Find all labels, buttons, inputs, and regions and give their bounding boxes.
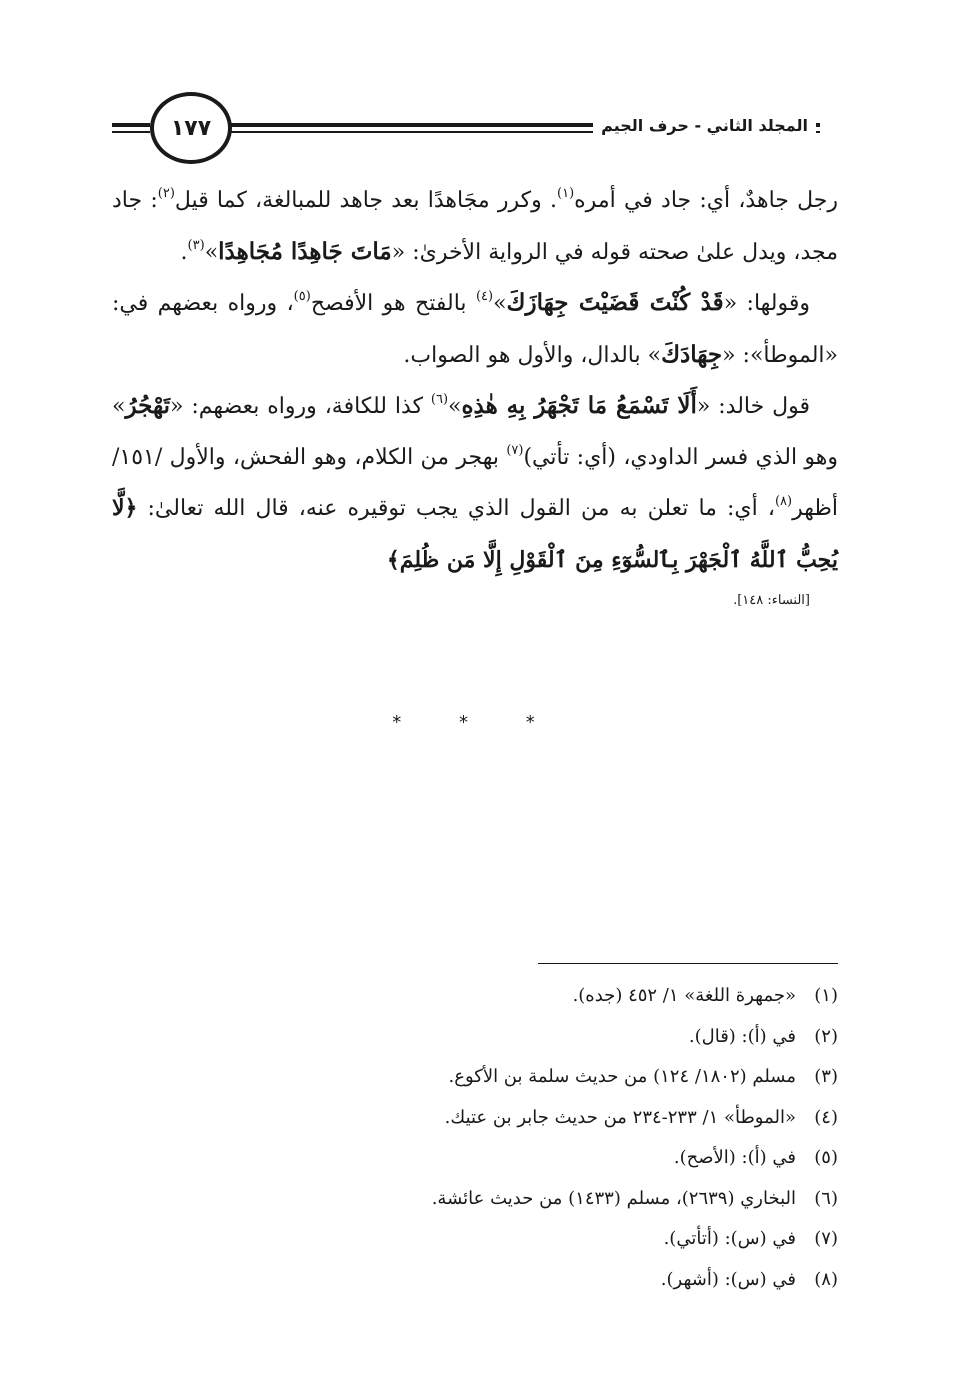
running-title: المجلد الثاني - حرف الجيم [593, 110, 816, 142]
verse-reference: [النساء: ١٤٨]. [733, 593, 810, 608]
footnotes [218, 976, 838, 1300]
text-run: » [448, 394, 462, 419]
text-run: رجل جاهدٌ، أي: جاد في أمره [574, 188, 838, 213]
footnote-number: (٤) [814, 1106, 838, 1128]
text-run: : جاد مجد، ويدل علىٰ صحته قوله في الرواية الأخرىٰ: « [112, 188, 838, 265]
hadith-quote: أَلَا تَسْمَعُ مَا تَجْهَرُ بِهِ هٰذِهِ [461, 392, 697, 419]
paragraph-2 [112, 278, 838, 381]
footnote-ref: (٧) [506, 442, 524, 458]
footnote-number: (٥) [814, 1147, 838, 1168]
hadith-quote: جِهَادَكَ [661, 340, 723, 368]
page-number: ١٧٧ [170, 115, 212, 141]
text-run: » بالدال، والأول هو الصواب. [403, 342, 662, 368]
footnote-text: في (س): (أشهر). [660, 1268, 796, 1290]
footnote-number: (١) [814, 985, 838, 1006]
footnote-ref: (١) [557, 186, 575, 201]
quran-verse: ﴿لَّا يُحِبُّ ٱللَّهُ ٱلْجَهْرَ بِٱلسُّوٓءِ مِنَ ٱلْقَوْلِ إِلَّا مَن ظُلِمَ﴾ [112, 495, 838, 573]
footnote [218, 1098, 838, 1139]
footnote [218, 1138, 838, 1179]
footnote [218, 1219, 838, 1260]
text-run: ، أي: ما تعلن به من القول الذي يجب توقيره عنه، قال الله تعالىٰ: [137, 496, 775, 521]
text-run: . [180, 239, 188, 265]
footnote-text: البخاري (٢٦٣٩)، مسلم (١٤٣٣) من حديث عائشة. [431, 1187, 796, 1209]
footnote-divider [538, 963, 838, 964]
footnote-number: (٨) [814, 1268, 838, 1290]
footnote-text: «جمهرة اللغة» ١/ ٤٥٢ (جده). [572, 985, 796, 1006]
page-header [112, 92, 838, 164]
footnote-ref: (٨) [774, 494, 793, 509]
footnote-text: مسلم (١٨٠٢/ ١٢٤) من حديث سلمة بن الأكوع. [448, 1066, 796, 1087]
footnote-number: (٦) [814, 1187, 838, 1209]
footnote-number: (٢) [814, 1025, 838, 1047]
header-rule-left-thin [112, 131, 150, 133]
text-run: . وكرر مجَاهدًا بعد جاهد للمبالغة، كما قيل [174, 188, 558, 213]
text-run: ، ورواه بعضهم في: «الموطأ»: « [112, 291, 838, 368]
footnote-number: (٧) [814, 1228, 838, 1249]
main-text [112, 176, 838, 616]
text-run: بهجر من الكلام، وهو الفحش، والأول /١٥١/ أظهر [112, 444, 838, 521]
text-run: » وهو الذي فسر الداودي، (أي: تأتي) [112, 394, 838, 470]
hadith-quote: قَدْ كُنْتَ قَضَيْتَ جِهَازَكَ [506, 289, 724, 316]
footnote-text: في (س): (أتأتي). [663, 1228, 796, 1249]
text-run: بالفتح هو الأفصح [310, 291, 476, 316]
text-run: قول خالد: « [696, 394, 810, 419]
header-rule-left-thick [112, 123, 150, 127]
paragraph-3 [112, 381, 838, 616]
text-run: وقولها: « [723, 291, 811, 316]
footnote [218, 976, 838, 1017]
footnote-text: «الموطأ» ١/ ٢٣٣-٢٣٤ من حديث جابر بن عتيك. [444, 1106, 796, 1128]
hadith-quote: مَاتَ جَاهِدًا مُجَاهِدًا [218, 237, 392, 265]
paragraph-1 [112, 176, 838, 278]
hadith-quote: تَهْجُرُ [125, 392, 171, 419]
text-run: » [493, 291, 507, 316]
footnote-text: في (أ): (الأصح). [673, 1147, 796, 1168]
footnote-ref: (٢) [157, 186, 175, 201]
footnote-ref: (٤) [475, 289, 494, 304]
footnote-ref: (٥) [293, 289, 311, 304]
footnote-number: (٣) [814, 1066, 838, 1087]
text-run: » [204, 239, 219, 265]
page-number-badge [150, 92, 232, 164]
footnote [218, 1260, 838, 1301]
footnote [218, 1017, 838, 1058]
footnote [218, 1179, 838, 1220]
text-run: كذا للكافة، ورواه بعضهم: « [170, 394, 431, 419]
section-separator: * * * [392, 712, 561, 733]
footnote-ref: (٦) [430, 392, 449, 407]
footnote-ref: (٣) [187, 237, 205, 253]
footnote [218, 1057, 838, 1098]
footnote-text: في (أ): (قال). [688, 1025, 796, 1047]
